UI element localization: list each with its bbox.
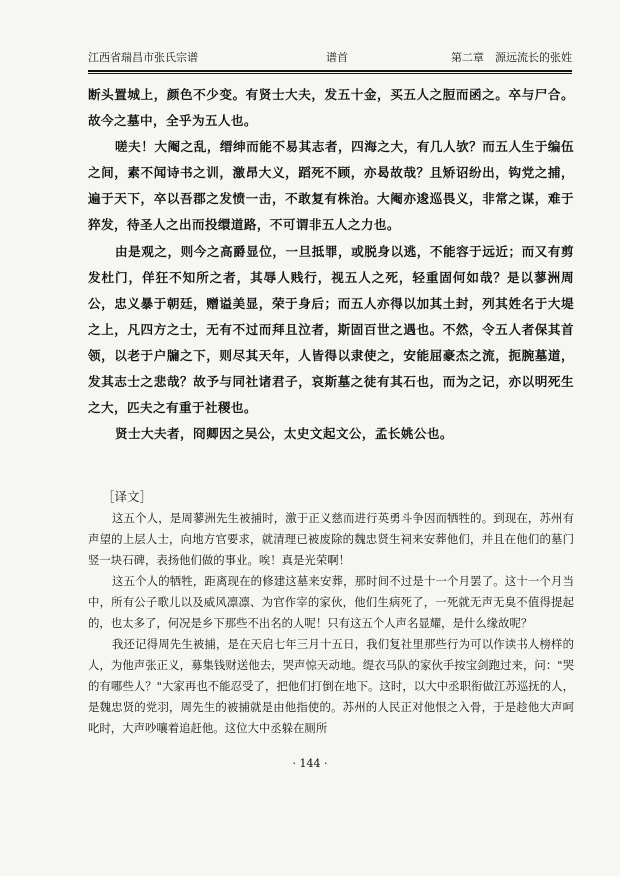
translation-paragraph: 这五个人，是周蓼洲先生被捕时，激于正义慈而进行英勇斗争因而牺牲的。到现在，苏州有声望的上层人士，向地方官要求，就清理已被废除的魏忠贤生祠来安葬他们，并且在他们的墓门竖一块石碑，表扬他们做的事业。唉！真是光荣啊！ bbox=[88, 511, 574, 567]
translation-text bbox=[88, 508, 574, 739]
header-chapter: 第二章 源远流长的张姓 bbox=[451, 51, 572, 64]
page-number: · 144 · bbox=[292, 757, 328, 770]
translation-paragraph: 这五个人的牺牲，距离现在的修建这墓来安葬，那时间不过是十一个月罢了。这十一个月当中，所有公子歌儿以及威风凛凛、为官作宰的家伙，他们生病死了，一死就无声无臭不值得提起的，也太多了，何况是乡下那些不出名的人呢！只有这五个人声名显耀，是什么缘故呢？ bbox=[88, 574, 574, 630]
original-paragraph: 由是观之，则今之高爵显位，一旦抵罪，或脱身以逃，不能容于远近；而又有剪发杜门，佯狂不知所之者，其辱人贱行，视五人之死，轻重固何如哉？是以蓼洲周公，忠义暴于朝廷，赠谥美显，荣于身后；而五人亦得以加其土封，列其姓名于大堤之上，凡四方之士，无有不过而拜且泣者，斯固百世之遇也。不然，令五人者保其首领，以老于户牖之下，则尽其天年，人皆得以隶使之，安能屈豪杰之流，扼腕墓道，发其志士之悲哉？故予与同社诸君子，哀斯墓之徒有其石也，而为之记，亦以明死生之大，匹夫之有重于社稷也。 bbox=[88, 243, 574, 416]
original-paragraph: 嗟夫！大阉之乱，缙绅而能不易其志者，四海之大，有几人欤？而五人生于编伍之间，素不闻诗书之训，激昂大义，蹈死不顾，亦曷故哉？且矫诏纷出，钩党之捕，遍于天下，卒以吾郡之发愤一击，不敢复有株治。大阉亦逡巡畏义，非常之谋，难于猝发，待圣人之出而投缳道路，不可谓非五人之力也。 bbox=[88, 139, 574, 233]
original-text bbox=[88, 82, 574, 447]
header-book-title: 江西省瑞昌市张氏宗谱 bbox=[88, 51, 198, 64]
translation-paragraph: 我还记得周先生被捕，是在天启七年三月十五日，我们复社里那些行为可以作读书人榜样的人，为他声张正义，募集钱财送他去，哭声惊天动地。缇衣马队的家伙手按宝剑跑过来，问："哭的有哪些人？"大家再也不能忍受了，把他们打倒在地下。这时，以大中丞职衔做江苏巡抚的人，是魏忠贤的党羽，周先生的被捕就是由他指使的。苏州的人民正对他恨之入骨，于是趁他大声呵叱时，大声吵嚷着追赶他。这位大中丞躲在厕所 bbox=[88, 637, 574, 735]
running-header bbox=[88, 49, 572, 67]
header-rule-thin bbox=[88, 73, 572, 74]
original-paragraph: 断头置城上，颜色不少变。有贤士大夫，发五十金，买五人之脰而函之。卒与尸合。故今之墓中，全乎为五人也。 bbox=[88, 87, 574, 129]
original-paragraph: 贤士大夫者，冏卿因之吴公，太史文起文公，孟长姚公也。 bbox=[115, 426, 453, 442]
translation-label: ［译文］ bbox=[102, 489, 153, 504]
header-rule bbox=[88, 70, 572, 72]
header-section: 谱首 bbox=[326, 51, 348, 64]
